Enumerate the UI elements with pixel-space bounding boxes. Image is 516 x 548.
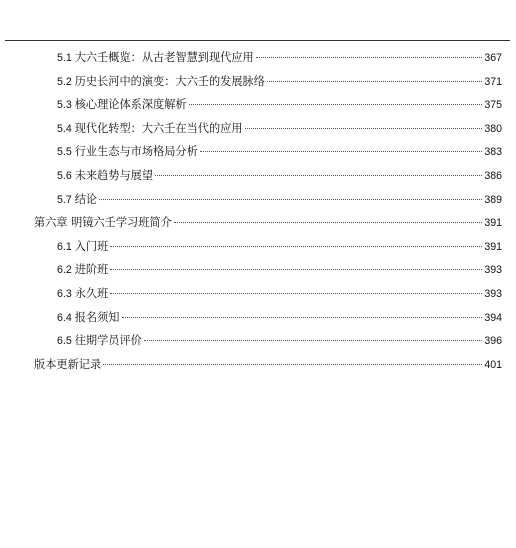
toc-entry-title <box>57 140 198 165</box>
toc-entry-text: 历史长河中的演变：大六壬的发展脉络 <box>74 74 265 88</box>
toc-entry-number: 6.4 <box>57 311 72 324</box>
toc-entry-number: 5.3 <box>57 99 72 112</box>
toc-page-number: 393 <box>484 264 502 277</box>
dot-leader <box>155 175 482 176</box>
toc-entry-version-history[interactable] <box>34 353 502 377</box>
toc-entry-6-5[interactable] <box>34 329 502 353</box>
toc-page-number: 394 <box>484 311 502 324</box>
toc-entry-text: 进阶班 <box>74 263 109 277</box>
toc-entry-title <box>57 117 243 142</box>
toc-entry-title <box>57 258 108 283</box>
toc-page-number: 380 <box>484 122 502 135</box>
table-of-contents <box>34 46 502 376</box>
toc-entry-6-3[interactable] <box>34 282 502 306</box>
toc-entry-text: 大六壬概览：从古老智慧到现代应用 <box>74 51 254 64</box>
toc-entry-text: 永久班 <box>74 286 109 300</box>
toc-page-number: 393 <box>484 287 502 300</box>
toc-page-number: 391 <box>484 217 502 230</box>
toc-page-number: 396 <box>484 335 502 348</box>
toc-entry-title <box>57 93 187 118</box>
dot-leader <box>110 293 482 294</box>
dot-leader <box>189 104 483 105</box>
toc-page-number: 375 <box>484 99 502 112</box>
toc-entry-text: 往期学员评价 <box>74 334 142 348</box>
toc-entry-text: 结论 <box>74 192 98 206</box>
dot-leader <box>267 81 482 82</box>
header-rule <box>5 40 510 41</box>
toc-entry-5-2[interactable] <box>34 70 502 94</box>
toc-entry-number: 6.2 <box>57 264 72 277</box>
toc-entry-text: 未来趋势与展望 <box>74 168 154 182</box>
toc-entry-title <box>57 306 120 331</box>
toc-entry-text: 行业生态与市场格局分析 <box>74 145 198 159</box>
toc-entry-number: 5.4 <box>57 122 72 135</box>
toc-entry-number: 5.2 <box>57 75 72 88</box>
dot-leader <box>122 317 483 318</box>
toc-entry-chapter-6[interactable] <box>34 211 502 235</box>
toc-entry-number: 5.7 <box>57 193 72 206</box>
toc-entry-title <box>57 188 97 213</box>
toc-entry-title <box>57 164 153 189</box>
dot-leader <box>256 57 483 58</box>
toc-entry-5-7[interactable] <box>34 188 502 212</box>
toc-entry-number: 6.3 <box>57 287 72 300</box>
toc-entry-number: 5.6 <box>57 169 72 182</box>
toc-page-number: 391 <box>484 240 502 253</box>
toc-page-number: 383 <box>484 146 502 159</box>
dot-leader <box>174 222 483 223</box>
toc-entry-5-5[interactable] <box>34 140 502 164</box>
toc-entry-6-4[interactable] <box>34 306 502 330</box>
toc-entry-text: 现代化转型：大六壬在当代的应用 <box>74 121 243 135</box>
toc-page-number: 367 <box>484 52 502 64</box>
toc-entry-5-1[interactable] <box>34 46 502 70</box>
toc-entry-title <box>57 235 108 260</box>
toc-page-number: 389 <box>484 193 502 206</box>
toc-entry-title <box>57 329 142 354</box>
toc-entry-title <box>57 282 108 307</box>
toc-entry-title <box>57 46 254 71</box>
toc-entry-5-4[interactable] <box>34 117 502 141</box>
dot-leader <box>110 269 482 270</box>
toc-page-number: 386 <box>484 169 502 182</box>
dot-leader <box>245 128 483 129</box>
dot-leader <box>99 199 482 200</box>
toc-entry-5-6[interactable] <box>34 164 502 188</box>
dot-leader <box>200 151 483 152</box>
toc-entry-title: 第六章 明镜六壬学习班简介 <box>34 216 172 230</box>
toc-entry-5-3[interactable] <box>34 93 502 117</box>
toc-entry-number: 5.5 <box>57 146 72 159</box>
toc-entry-title: 版本更新记录 <box>34 357 102 371</box>
toc-entry-6-2[interactable] <box>34 258 502 282</box>
toc-entry-number: 5.1 <box>57 52 72 64</box>
toc-page-number: 371 <box>484 75 502 88</box>
toc-page-number: 401 <box>484 358 502 371</box>
toc-entry-6-1[interactable] <box>34 235 502 259</box>
toc-entry-text: 核心理论体系深度解析 <box>74 98 187 112</box>
toc-entry-text: 报名须知 <box>74 310 120 324</box>
toc-entry-number: 6.1 <box>57 240 72 253</box>
dot-leader <box>144 340 482 341</box>
toc-entry-number: 6.5 <box>57 335 72 348</box>
dot-leader <box>110 246 482 247</box>
dot-leader <box>103 364 482 365</box>
toc-entry-text: 入门班 <box>74 239 109 253</box>
toc-entry-title <box>57 70 265 95</box>
